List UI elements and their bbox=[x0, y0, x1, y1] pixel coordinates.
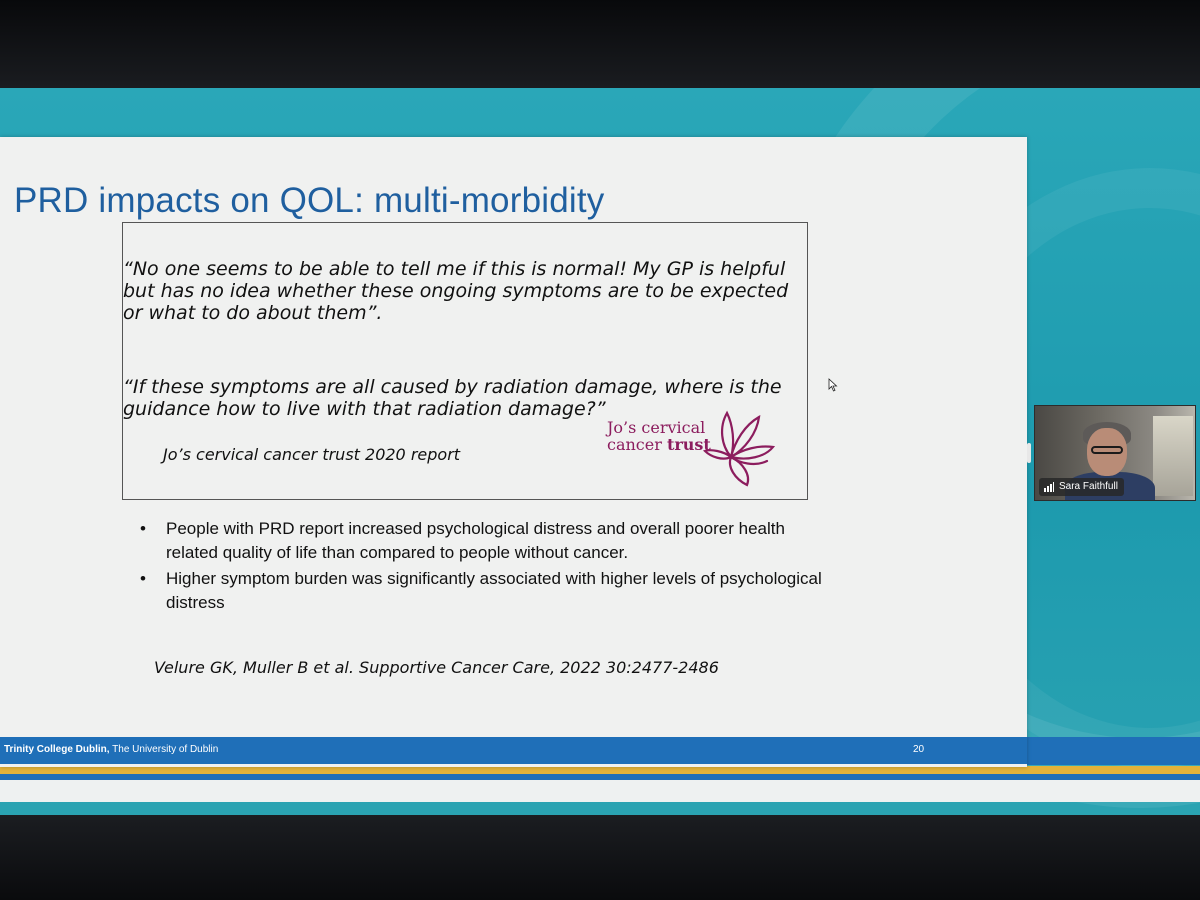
slide-footer bbox=[0, 737, 1027, 764]
quote-source: Jo’s cervical cancer trust 2020 report bbox=[163, 445, 461, 464]
participant-glasses bbox=[1091, 446, 1123, 454]
slide bbox=[0, 137, 1027, 767]
participant-name: Sara Faithfull bbox=[1059, 481, 1118, 492]
logo-line-2a: cancer bbox=[607, 435, 667, 454]
logo-line-1: Jo’s cervical bbox=[607, 418, 706, 437]
bullet-list bbox=[140, 517, 840, 617]
footer-institution-name: Trinity College Dublin, bbox=[4, 744, 110, 755]
page-number: 20 bbox=[913, 744, 925, 755]
bullet-item bbox=[140, 517, 840, 565]
citation: Velure GK, Muller B et al. Supportive Cancer Care, 2022 30:2477-2486 bbox=[154, 658, 719, 677]
bullet-dot: • bbox=[140, 569, 146, 588]
patient-quote-2: “If these symptoms are all caused by radiation damage, where is the guidance how to live with that radiation damage?” bbox=[123, 376, 782, 420]
bullet-text: Higher symptom burden was significantly associated with higher levels of psychological distress bbox=[166, 569, 822, 612]
footer-institution-sub: The University of Dublin bbox=[109, 744, 219, 755]
slide-title: PRD impacts on QOL: multi-morbidity bbox=[14, 181, 605, 220]
footer-institution bbox=[4, 744, 218, 755]
background-stripe-gold bbox=[0, 766, 1200, 774]
logo-line-2b: trust bbox=[666, 435, 711, 454]
panel-resize-handle[interactable] bbox=[1027, 443, 1031, 463]
quote-box bbox=[122, 222, 808, 500]
bullet-dot: • bbox=[140, 519, 146, 538]
monitor-bezel-top bbox=[0, 0, 1200, 88]
bullet-text: People with PRD report increased psychological distress and overall poorer health related quality of life than compared to people without cancer. bbox=[166, 519, 785, 562]
logo-text bbox=[607, 419, 711, 453]
flower-logo-icon bbox=[701, 405, 781, 495]
audio-level-icon bbox=[1044, 482, 1054, 492]
video-shelf bbox=[1153, 416, 1193, 496]
background-stripe-white bbox=[0, 780, 1200, 802]
patient-quote-1: “No one seems to be able to tell me if this is normal! My GP is helpful but has no idea whether these ongoing symptoms are to be expected or what to do about them”. bbox=[123, 258, 789, 324]
jos-cervical-cancer-trust-logo bbox=[601, 405, 781, 495]
participant-video-tile[interactable] bbox=[1034, 405, 1196, 501]
bullet-item bbox=[140, 567, 840, 615]
participant-name-tag bbox=[1039, 478, 1124, 496]
mouse-cursor-icon bbox=[828, 378, 838, 392]
monitor-bezel-bottom bbox=[0, 815, 1200, 900]
